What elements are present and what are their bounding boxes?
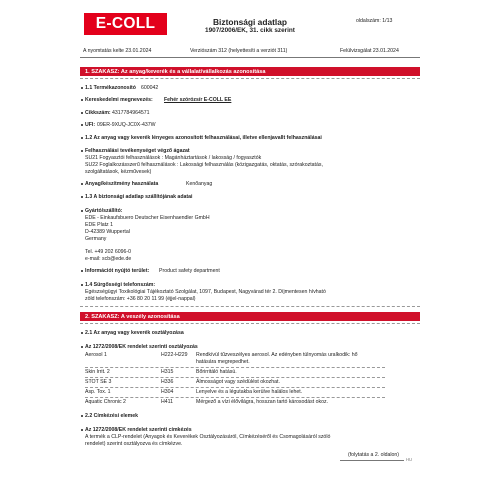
hazard-code: H315	[161, 369, 174, 375]
row-divider	[85, 367, 385, 368]
info-department-value: Product safety department	[159, 268, 220, 274]
classification-heading: 2.1 Az anyag vagy keverék osztályozása	[85, 330, 184, 336]
hazard-class: Aquatic Chronic 2	[85, 399, 126, 405]
page-number: oldalszám: 1/13	[356, 18, 393, 24]
divider	[80, 323, 420, 324]
su22-text: SU22 Foglalkozásszerű felhasználások : Lakossági felhasználás (közigazgatás, oktatás, szórakoztatás,	[85, 162, 323, 168]
bullet-square	[81, 332, 83, 334]
classification-regulation-label: Az 1272/2008/EK rendelet szerinti osztályozás	[85, 344, 198, 350]
supplier-label: Gyártó/szállító:	[85, 208, 123, 214]
article-number-value: 4317784964571	[112, 110, 150, 116]
bullet-square	[81, 99, 83, 101]
bullet-square	[81, 415, 83, 417]
bullet-square	[81, 210, 83, 212]
label-elements-heading: 2.2 Címkézési elemek	[85, 413, 139, 419]
language-code: HU	[406, 457, 413, 462]
trade-name-value: Fehér szórózsír E-COLL EE	[164, 97, 232, 103]
hazard-code: H304	[161, 389, 174, 395]
row-divider	[85, 397, 385, 398]
emergency-phone-text-continued: zöld telefonszám: +36 80 20 11 99 (éjjel-nappal)	[85, 296, 196, 302]
document-title: Biztonsági adatlap	[213, 17, 287, 27]
hazard-statement: Rendkívül tűzveszélyes aerosol. Az edényben túlnyomás uralkodik: hő	[196, 352, 358, 358]
usage-label: Anyag/készítmény használata	[85, 181, 159, 187]
hazard-statement: Mérgező a vízi élővilágra, hosszan tartó károsodást okoz.	[196, 399, 329, 405]
revision-date: Felülvizsgálat 23.01.2024	[340, 48, 399, 54]
ufi-label: UFI:	[85, 122, 96, 128]
divider	[80, 306, 420, 307]
divider	[80, 78, 420, 79]
footer-divider	[340, 460, 404, 461]
supplier-email[interactable]: e-mail: scb@ede.de	[85, 256, 132, 262]
section-2-bar: 2. SZAKASZ: A veszély azonosítása	[80, 312, 420, 321]
bullet-square	[81, 87, 83, 89]
hazard-class: STOT SE 3	[85, 379, 112, 385]
info-department-label: Információt nyújtó terület:	[85, 268, 150, 274]
supplier-line: D-42389 Wuppertal	[85, 229, 130, 235]
bullet-square	[81, 150, 83, 152]
continued-note: (folytatás a 2. oldalon)	[348, 452, 400, 458]
usage-value: Kenőanyag	[186, 181, 213, 187]
section-1-bar: 1. SZAKASZ: Az anyag/keverék és a vállalat/vállalkozás azonosítása	[80, 67, 420, 76]
labelling-regulation-label: Az 1272/2008/EK rendelet szerinti címkézés	[85, 427, 192, 433]
relevant-uses-heading: 1.2 Az anyag vagy keverék lényeges azonosított felhasználásai, illetve ellenjavallt felhasználásai	[85, 135, 322, 141]
su21-text: SU21 Fogyasztói felhasználások : Magánháztartások / lakosság / fogyasztók	[85, 155, 262, 161]
emergency-phone-text: Egészségügyi Toxikológiai Tájékoztató Szolgálat, 1097, Budapest, Nagyvárad tér 2. Díjmentesen hívható	[85, 289, 326, 295]
hazard-class: Asp. Tox. 1	[85, 389, 111, 395]
article-number-label: Cikkszám:	[85, 110, 111, 116]
hazard-statement: Álmosságot vagy szédülést okozhat.	[196, 379, 280, 385]
header-divider	[80, 57, 420, 58]
sector-of-use-label: Felhasználási tevékenységet végző ágazat	[85, 148, 190, 154]
hazard-code: H336	[161, 379, 174, 385]
su22-text-continued: szolgáltatások, kézművesek)	[85, 169, 152, 175]
bullet-square	[81, 284, 83, 286]
bullet-square	[81, 346, 83, 348]
bullet-square	[81, 112, 83, 114]
hazard-statement: hatására megrepedhet.	[196, 359, 250, 365]
bullet-square	[81, 196, 83, 198]
ufi-value: 09ER-9XUQ-JC0X-437W	[97, 122, 156, 128]
document-subtitle: 1907/2006/EK, 31. cikk szerint	[205, 27, 295, 34]
trade-name-label: Kereskedelmi megnevezés:	[85, 97, 153, 103]
company-logo: E-COLL	[84, 13, 167, 35]
hazard-class: Skin Irrit. 2	[85, 369, 110, 375]
supplier-line: EDE - Einkaufsbuero Deutscher Eisenhaendler GmbH	[85, 215, 210, 221]
emergency-phone-heading: 1.4 Sürgősségi telefonszám:	[85, 282, 156, 288]
hazard-class: Aerosol 1	[85, 352, 107, 358]
bullet-square	[81, 183, 83, 185]
version-number: Verziószám 312 (helyettesíti a verziót 311)	[190, 48, 288, 54]
hazard-code: H411	[161, 399, 174, 405]
print-date: A nyomtatás kelte 23.01.2024	[83, 48, 152, 54]
hazard-code: H222-H229	[161, 352, 188, 358]
supplier-details-heading: 1.3 A biztonsági adatlap szállítójának adatai	[85, 194, 193, 200]
bullet-square	[81, 137, 83, 139]
hazard-statement: Bőrirritáló hatású.	[196, 369, 237, 375]
row-divider	[85, 377, 385, 378]
product-identifier-value: 600042	[141, 85, 159, 91]
supplier-phone: Tel. +49 202 6096-0	[85, 249, 132, 255]
supplier-line: EDE Platz 1	[85, 222, 113, 228]
hazard-statement: Lenyelve és a légutakba kerülve halálos lehet.	[196, 389, 303, 395]
supplier-line: Germany	[85, 236, 107, 242]
row-divider	[85, 387, 385, 388]
labelling-text: A termék a CLP-rendelet (Anyagok és Keverékek Osztályozásáról, Címkézéséről és Csomagolásáról szóló	[85, 434, 331, 440]
bullet-square	[81, 429, 83, 431]
bullet-square	[81, 124, 83, 126]
labelling-text-continued: rendelet) szerint osztályozva és címkézve.	[85, 441, 183, 447]
bullet-square	[81, 270, 83, 272]
product-identifier-heading: 1.1 Termékazonosító	[85, 85, 136, 91]
